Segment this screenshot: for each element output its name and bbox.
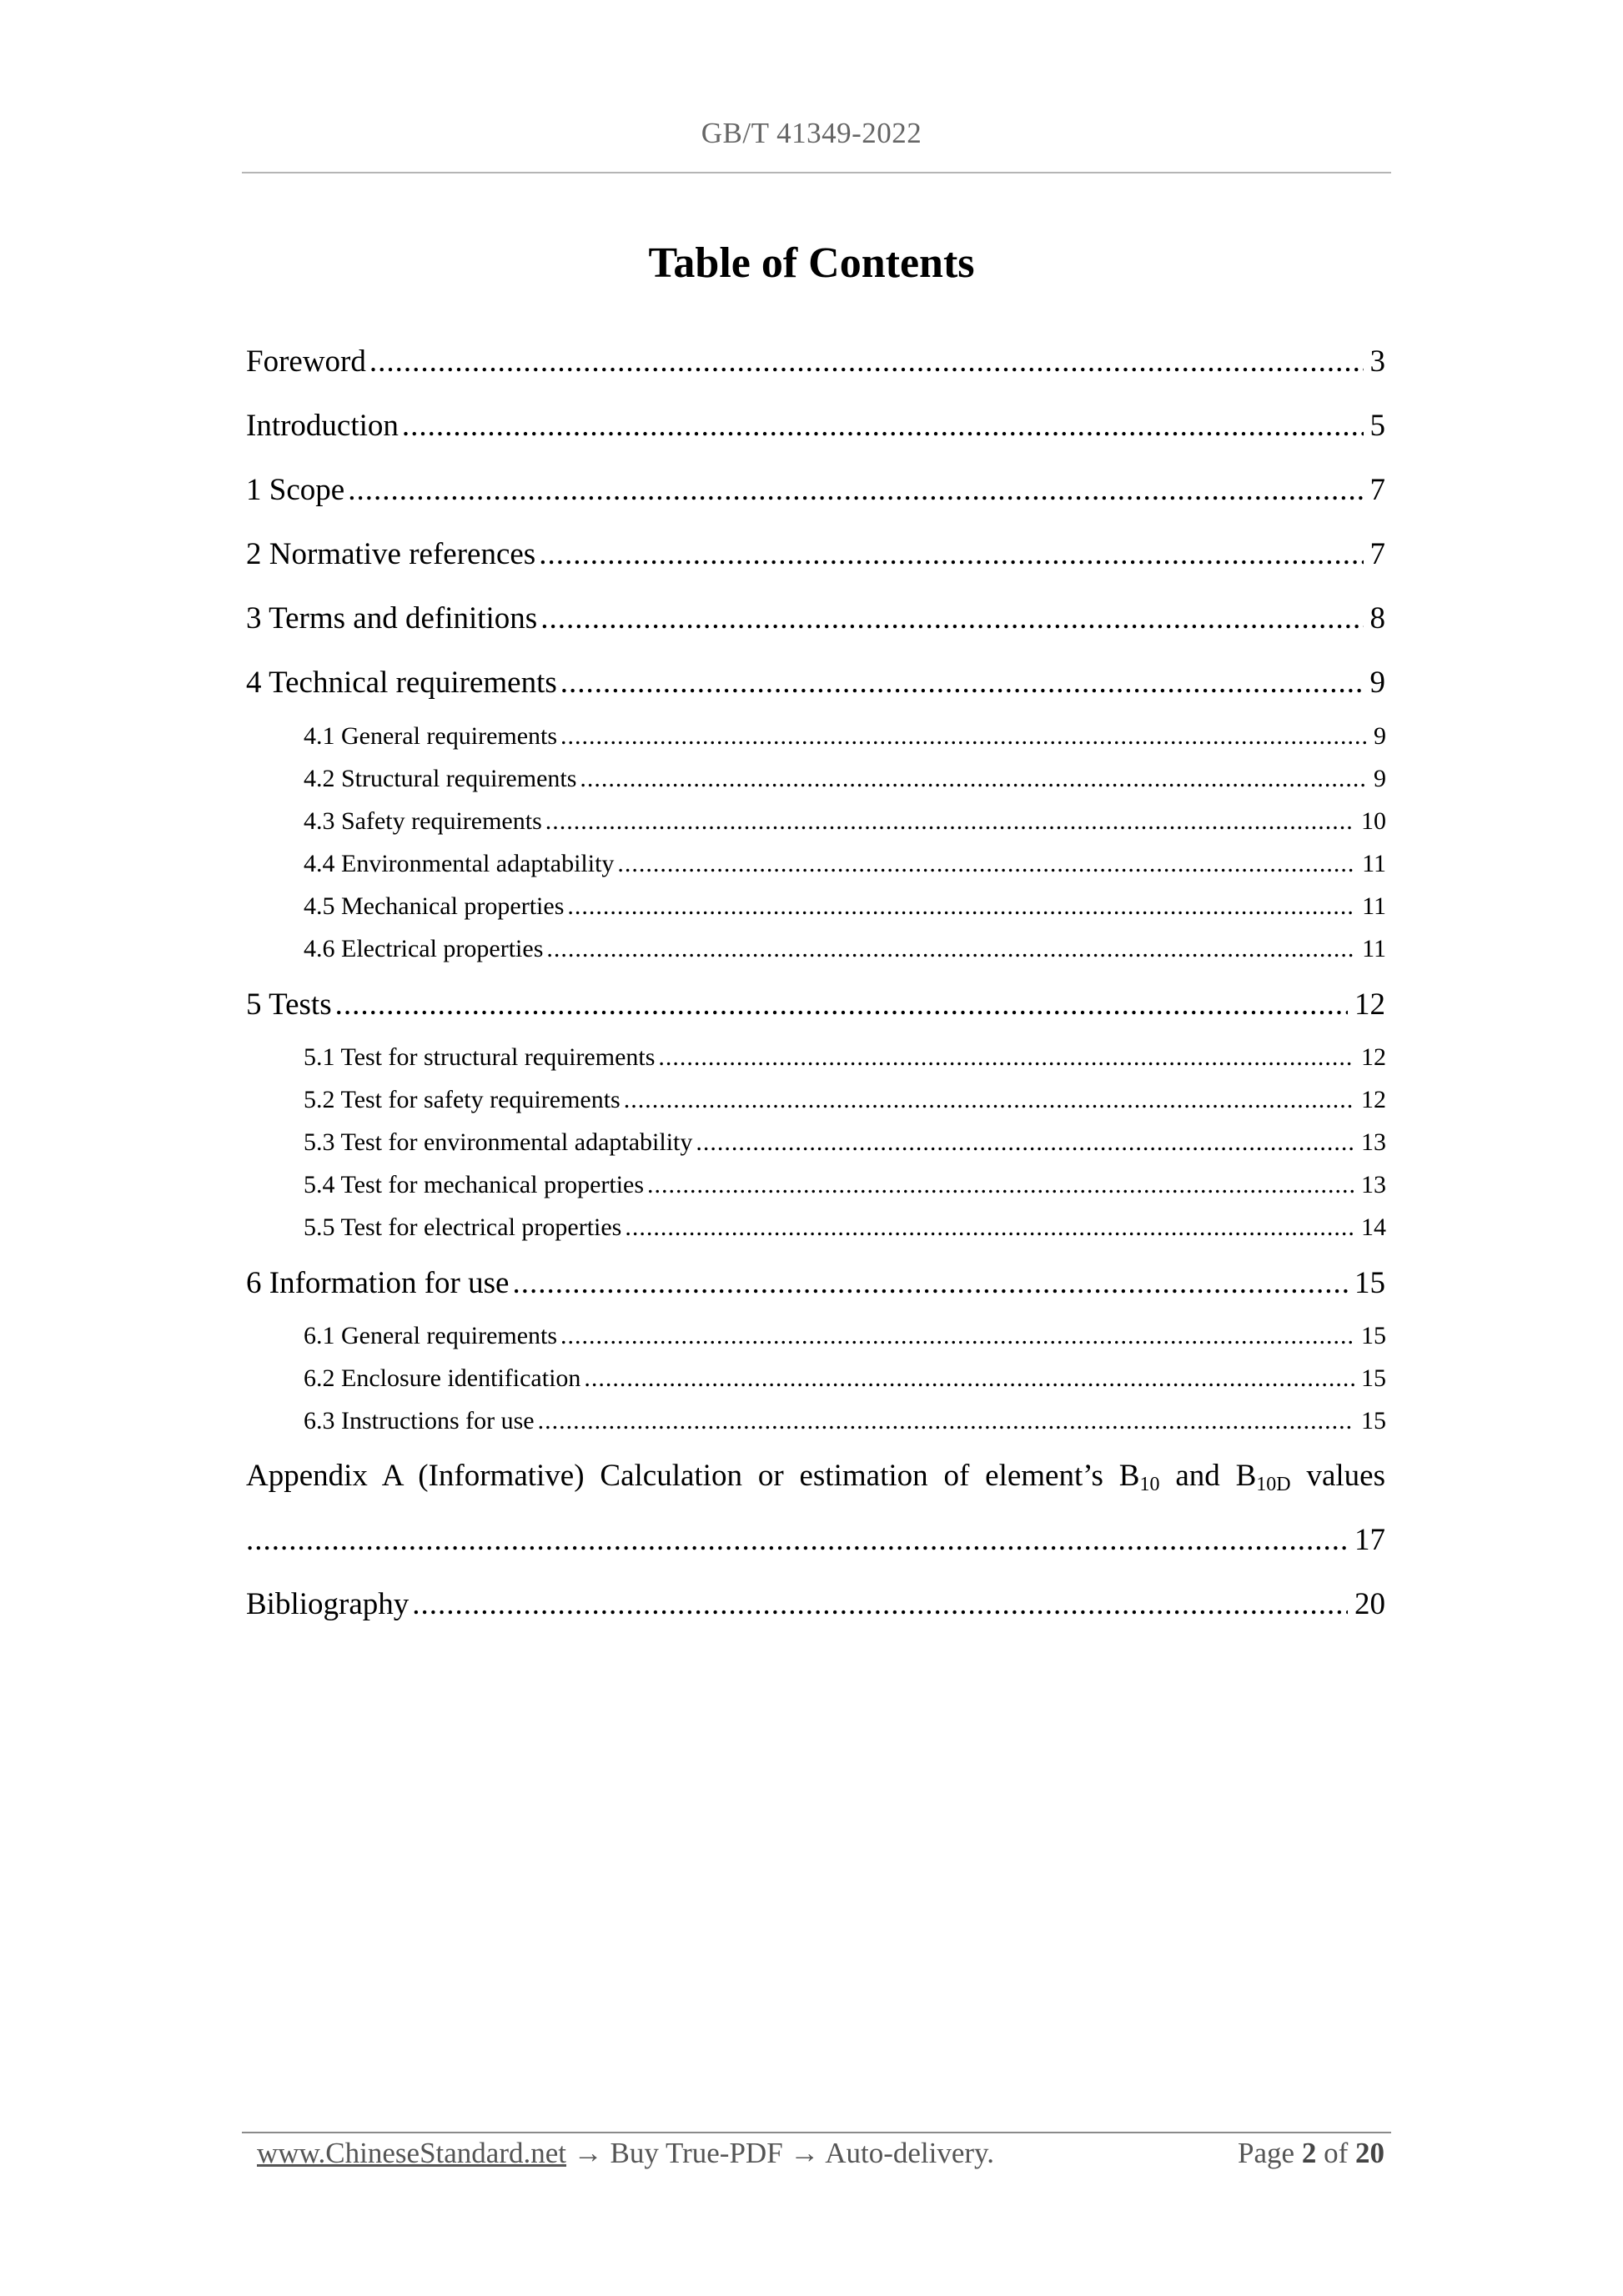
toc-entry-6-3[interactable]: [304, 1407, 1386, 1435]
toc-entry-scope[interactable]: [246, 472, 1385, 508]
current-page: 2: [1301, 2137, 1317, 2169]
dot-leader: [658, 1043, 1354, 1072]
toc-entry-label: 6.2 Enclosure identification: [304, 1364, 581, 1392]
toc-entry-4-6[interactable]: [304, 935, 1386, 963]
toc-entry-label: 4.1 General requirements: [304, 722, 558, 750]
toc-entry-4-3[interactable]: [304, 807, 1386, 836]
dot-leader: [560, 722, 1367, 751]
toc-entry-appendix-a[interactable]: [246, 1458, 1385, 1494]
appendix-a-text: values: [1290, 1459, 1385, 1493]
appendix-a-text: and B: [1159, 1459, 1257, 1493]
toc-entry-page: 15: [1361, 1364, 1386, 1392]
dot-leader: [512, 1265, 1348, 1301]
appendix-a-subscript: 10D: [1256, 1474, 1291, 1495]
dot-leader: [696, 1128, 1354, 1157]
page-indicator: [1238, 2137, 1384, 2170]
toc-entry-4-1[interactable]: [304, 722, 1386, 751]
dot-leader: [246, 1522, 1348, 1558]
dot-leader: [647, 1171, 1354, 1199]
dot-leader: [617, 850, 1355, 878]
toc-entry-label: 5 Tests: [246, 987, 332, 1022]
toc-entry-page: 15: [1361, 1407, 1386, 1434]
toc-entry-page: 13: [1361, 1171, 1386, 1198]
toc-entry-information-for-use[interactable]: [246, 1265, 1385, 1301]
toc-entry-label: 5.2 Test for safety requirements: [304, 1086, 621, 1113]
toc-entry-page: 9: [1374, 765, 1386, 792]
dot-leader: [348, 472, 1363, 508]
toc-entry-page: 9: [1369, 666, 1385, 700]
toc-entry-label: Foreword: [246, 344, 366, 379]
toc-entry-label: 5.3 Test for environmental adaptability: [304, 1128, 693, 1156]
toc-entry-label: 5.5 Test for electrical properties: [304, 1213, 622, 1241]
page-title: Table of Contents: [648, 239, 975, 287]
dot-leader: [539, 536, 1363, 572]
toc-entry-introduction[interactable]: [246, 408, 1385, 444]
toc-entry-5-4[interactable]: [304, 1171, 1386, 1199]
toc-entry-label: 4 Technical requirements: [246, 666, 557, 700]
toc-entry-technical-requirements[interactable]: [246, 665, 1385, 701]
dot-leader: [625, 1213, 1354, 1242]
toc-entry-5-1[interactable]: [304, 1043, 1386, 1072]
toc-entry-6-1[interactable]: [304, 1322, 1386, 1350]
toc-entry-label: 6 Information for use: [246, 1266, 510, 1300]
toc-entry-label: 6.3 Instructions for use: [304, 1407, 535, 1434]
toc-entry-label: Introduction: [246, 409, 399, 443]
of-word: of: [1324, 2137, 1349, 2169]
running-header: GB/T 41349-2022: [701, 117, 922, 149]
toc-entry-page: 7: [1369, 473, 1385, 507]
dot-leader: [584, 1364, 1354, 1393]
toc-entry-page: 11: [1362, 850, 1386, 877]
dot-leader: [560, 665, 1364, 701]
toc-entry-page: 15: [1354, 1266, 1385, 1300]
dot-leader: [335, 987, 1348, 1022]
toc-entry-label: Bibliography: [246, 1587, 410, 1621]
toc-entry-page: 17: [1354, 1523, 1385, 1557]
footer-left: [257, 2137, 994, 2170]
toc-entry-page: 10: [1361, 807, 1386, 835]
toc-entry-5-3[interactable]: [304, 1128, 1386, 1157]
toc-entry-page: 11: [1362, 892, 1386, 920]
toc-entry-5-5[interactable]: [304, 1213, 1386, 1242]
toc-entry-page: 12: [1354, 987, 1385, 1022]
toc-entry-4-5[interactable]: [304, 892, 1386, 921]
toc-entry-bibliography[interactable]: [246, 1586, 1385, 1622]
dot-leader: [538, 1407, 1354, 1435]
toc-entry-4-4[interactable]: [304, 850, 1386, 878]
toc-entry-page: 9: [1374, 722, 1386, 750]
toc-entry-page: 12: [1361, 1043, 1386, 1071]
toc-entry-label: 4.6 Electrical properties: [304, 935, 544, 962]
dot-leader: [412, 1586, 1348, 1622]
toc-entry-label: 5.4 Test for mechanical properties: [304, 1171, 645, 1198]
toc-entry-6-2[interactable]: [304, 1364, 1386, 1393]
dot-leader: [402, 408, 1364, 444]
toc-entry-normative-references[interactable]: [246, 536, 1385, 572]
dot-leader: [545, 807, 1354, 836]
toc-entry-page: 11: [1362, 935, 1386, 962]
appendix-a-subscript: 10: [1139, 1474, 1160, 1495]
dot-leader: [624, 1086, 1354, 1114]
toc-entry-page: 13: [1361, 1128, 1386, 1156]
toc-entry-label: 6.1 General requirements: [304, 1322, 558, 1349]
dot-leader: [546, 935, 1355, 963]
toc-entry-page: 14: [1361, 1213, 1386, 1241]
toc-entry-page: 5: [1369, 409, 1385, 443]
toc-entry-label: 3 Terms and definitions: [246, 601, 538, 636]
page-word: Page: [1238, 2137, 1295, 2169]
toc-entry-appendix-a-page[interactable]: [246, 1522, 1385, 1558]
header-rule: [242, 172, 1391, 173]
toc-entry-terms-definitions[interactable]: [246, 600, 1385, 636]
footer-rule: [242, 2132, 1391, 2133]
toc-entry-page: 12: [1361, 1086, 1386, 1113]
toc-entry-label: 4.3 Safety requirements: [304, 807, 542, 835]
total-pages: 20: [1355, 2137, 1384, 2169]
toc-entry-page: 3: [1369, 344, 1385, 379]
toc-entry-label: 1 Scope: [246, 473, 345, 507]
toc-entry-page: 8: [1369, 601, 1385, 636]
toc-entry-page: 7: [1369, 537, 1385, 571]
toc-entry-4-2[interactable]: [304, 765, 1386, 793]
website-link[interactable]: www.ChineseStandard.net: [257, 2137, 566, 2169]
dot-leader: [567, 892, 1355, 921]
toc-entry-label: 2 Normative references: [246, 537, 536, 571]
dot-leader: [540, 600, 1363, 636]
dot-leader: [369, 344, 1364, 379]
dot-leader: [560, 1322, 1354, 1350]
appendix-a-text: Appendix A (Informative) Calculation or estimation of element’s B: [246, 1459, 1140, 1493]
footer-promo: → Buy True-PDF → Auto-delivery.: [566, 2137, 995, 2169]
toc-entry-tests[interactable]: [246, 987, 1385, 1022]
toc-entry-5-2[interactable]: [304, 1086, 1386, 1114]
toc-entry-label: 4.2 Structural requirements: [304, 765, 577, 792]
toc-entry-label: 5.1 Test for structural requirements: [304, 1043, 656, 1071]
toc-entry-page: 15: [1361, 1322, 1386, 1349]
toc-entry-foreword[interactable]: [246, 344, 1385, 379]
toc-entry-label: 4.4 Environmental adaptability: [304, 850, 615, 877]
toc-entry-page: 20: [1354, 1587, 1385, 1621]
page-footer: [257, 2137, 1384, 2170]
dot-leader: [580, 765, 1367, 793]
toc-entry-label: 4.5 Mechanical properties: [304, 892, 565, 920]
